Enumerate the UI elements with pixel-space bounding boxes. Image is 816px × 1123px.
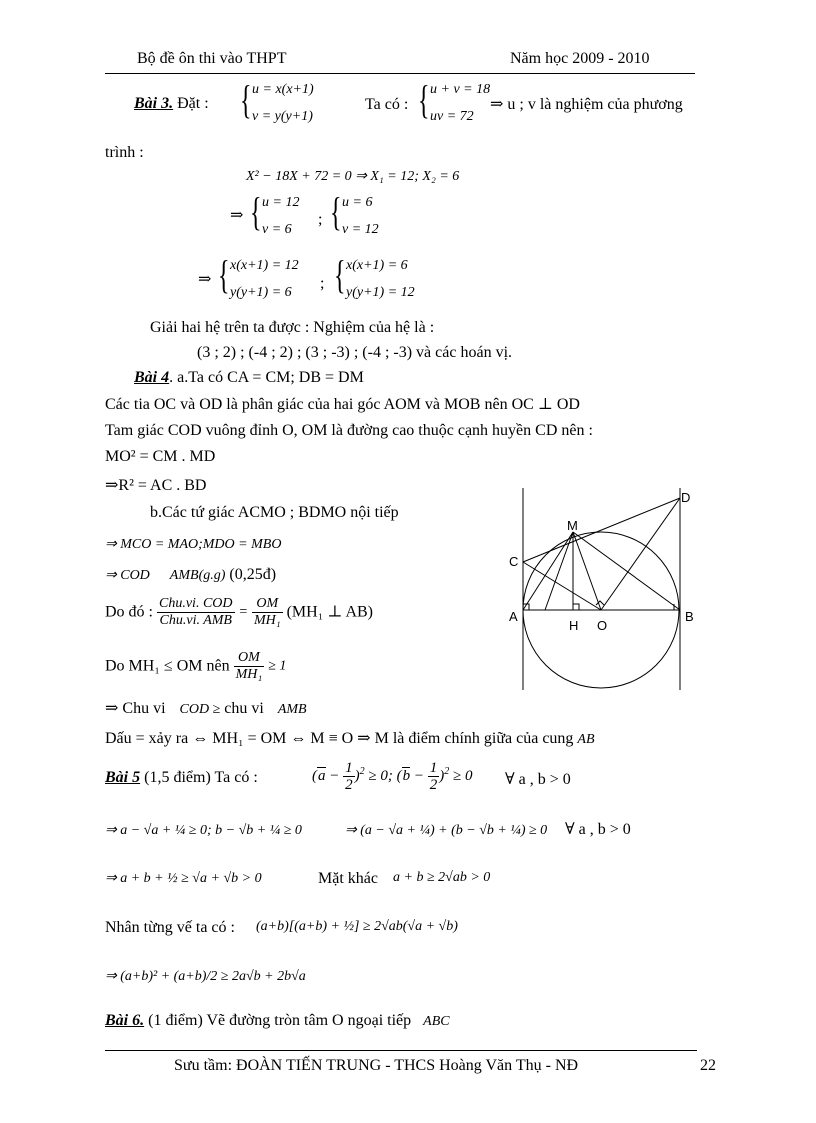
bai4-line11b: COD ≥: [179, 702, 221, 717]
frac-den: Chu.vi. AMB: [159, 613, 232, 628]
bai3-label: Bài 3.: [134, 95, 174, 112]
bai6-line: [105, 1011, 450, 1032]
bai4-line11: [105, 699, 307, 720]
frac-num: 1: [429, 760, 438, 776]
header-right: Năm học 2009 - 2010: [510, 50, 650, 67]
bai6-label: Bài 6.: [105, 1012, 145, 1029]
label-b: B: [685, 609, 694, 624]
frac-num: OM: [252, 596, 283, 613]
segment-mb: [573, 532, 680, 610]
bai3-heading: [134, 94, 209, 114]
bai4-line1-text: . a.Ta có CA = CM; DB = DM: [169, 369, 364, 386]
sys1-line1: u = x(x+1): [252, 82, 314, 97]
sys4b-line2: y(y+1) = 12: [346, 285, 415, 300]
label-c: C: [509, 554, 519, 569]
frac-num: OM: [234, 650, 265, 667]
brace: {: [240, 77, 252, 122]
brace: {: [218, 252, 230, 297]
bai5-label: Bài 5: [105, 769, 141, 786]
bai4-line12-text: Dấu = xảy ra ⇔ MH₁ = OM ⇔ M ≡ O ⇒ M là điểm chính giữa của cung: [105, 730, 574, 747]
semicolon: ;: [320, 275, 325, 292]
bai4-line2: Các tia OC và OD là phân giác của hai góc AOM và MOB nên OC ⊥ OD: [105, 396, 580, 413]
footer-text: Sưu tầm: ĐOÀN TIẾN TRUNG - THCS Hoàng Văn Thụ - NĐ: [174, 1057, 579, 1074]
header-rule: [105, 73, 695, 74]
frac-om-mh: [252, 596, 283, 629]
segment-ma: [523, 532, 573, 610]
bai5-ineq1-tail: ∀ a , b > 0: [505, 771, 571, 788]
bai3-taco: Ta có :: [365, 96, 409, 113]
bai4-line10a: Do MH₁ ≤ OM nên: [105, 657, 230, 675]
bai5-ineq2-tail: ∀ a , b > 0: [565, 821, 631, 838]
sys3b-line1: u = 6: [342, 195, 373, 210]
bai3-trinh: trình :: [105, 144, 144, 161]
bai5-ineq1: (a − $\frac{1}{2}$ )$^2$ ≥ 0; (b − $\frac{1}{2}$ )$^2$ ≥ 0: [312, 760, 473, 793]
bai3-equation: X² − 18X + 72 = 0 ⇒ X₁ = 12; X₂ = 6: [246, 169, 460, 184]
bai4-line11c: chu vi: [224, 700, 264, 717]
bai6-abc: ABC: [423, 1014, 450, 1029]
bai6-text: (1 điểm) Vẽ đường tròn tâm O ngoại tiếp: [148, 1012, 412, 1029]
bai4-line12: [105, 729, 595, 750]
bai4-line8b: AMB(g.g): [169, 568, 226, 583]
bai5-nhan: Nhân từng vế ta có :: [105, 919, 235, 936]
bai4-line3: Tam giác COD vuông đỉnh O, OM là đường cao thuộc cạnh huyền CD nên :: [105, 422, 593, 439]
sys1-line2: v = y(y+1): [252, 109, 313, 124]
bai4-mh-ab: (MH₁ ⊥ AB): [286, 603, 373, 621]
sys2-line1: u + v = 18: [430, 82, 491, 97]
bai4-line8: [105, 565, 276, 586]
bai5-ineq4: (a+b)[(a+b) + ½] ≥ 2√ab(√a + √b): [256, 919, 458, 934]
sys4a-line1: x(x+1) = 12: [230, 258, 299, 273]
segment-mo: [573, 532, 601, 610]
bai5-ineq5: ⇒ (a+b)² + (a+b)/2 ≥ 2a√b + 2b√a: [105, 969, 306, 984]
bai4-line11a: ⇒ Chu vi: [105, 700, 166, 717]
bai4-line11d: AMB: [277, 702, 307, 717]
label-d: D: [681, 490, 691, 505]
frac-num: Chu.vi. COD: [159, 596, 233, 611]
brace: {: [330, 189, 342, 234]
sys4a-line2: y(y+1) = 6: [230, 285, 292, 300]
sys3a-line1: u = 12: [262, 195, 300, 210]
frac-den: 2: [429, 777, 438, 793]
bai4-ratio: [105, 596, 373, 629]
semicolon: ;: [318, 211, 323, 228]
bai4-dodo: Do đó :: [105, 603, 153, 621]
bai4-line8c: (0,25đ): [229, 566, 277, 583]
label-a: A: [509, 609, 518, 624]
implies-symbol: ⇒: [230, 207, 244, 224]
frac-den: 2: [345, 777, 353, 793]
bai5-ineq3: ⇒ a + b + ½ ≥ √a + √b > 0: [105, 871, 262, 886]
right-angle-h: [573, 604, 579, 610]
frac-num: 1: [345, 760, 353, 776]
bai4-line8a: ⇒ COD: [105, 568, 150, 583]
label-h: H: [569, 618, 579, 633]
bai4-ge1: ≥ 1: [268, 658, 287, 674]
bai5-ineq2b: ⇒ (a − √a + ¼) + (b − √b + ¼) ≥ 0: [345, 823, 548, 838]
bai4-line5: ⇒R² = AC . BD: [105, 477, 207, 494]
bai3-tail: ⇒ u ; v là nghiệm của phương: [490, 96, 683, 113]
page-number: 22: [700, 1057, 716, 1074]
bai3-nghiem: (3 ; 2) ; (-4 ; 2) ; (3 ; -3) ; (-4 ; -3) và các hoán vị.: [197, 344, 513, 361]
sys4b-line1: x(x+1) = 6: [346, 258, 408, 273]
equals: =: [238, 604, 248, 620]
bai3-dat: Đặt :: [177, 95, 209, 112]
frac-den: MH₁: [253, 613, 281, 628]
sys2-line2: uv = 72: [430, 109, 474, 124]
brace: {: [334, 252, 346, 297]
bai4-label: Bài 4: [134, 369, 170, 386]
bai3-giai: Giải hai hệ trên ta được : Nghiệm của hệ là :: [150, 319, 435, 336]
bai4-line6: b.Các tứ giác ACMO ; BDMO nội tiếp: [150, 504, 399, 521]
sys3b-line2: v = 12: [342, 222, 379, 237]
bai4-line10: [105, 650, 286, 683]
segment-co: [523, 562, 601, 610]
bai5-line1: [105, 768, 258, 788]
geometry-figure: [505, 480, 705, 710]
bai5-ineq3b: a + b ≥ 2√ab > 0: [393, 870, 491, 885]
segment-do: [601, 498, 680, 610]
bai5-intro: (1,5 điểm) Ta có :: [144, 769, 258, 786]
bai4-line12-arc: AB: [577, 732, 595, 747]
right-angle-o: [596, 601, 604, 605]
sys3a-line2: v = 6: [262, 222, 292, 237]
brace: {: [250, 189, 262, 234]
bai5-ineq2a: ⇒ a − √a + ¼ ≥ 0; b − √b + ¼ ≥ 0: [105, 823, 302, 838]
sqrt: b: [402, 767, 411, 784]
bai4-line4: MO² = CM . MD: [105, 448, 216, 465]
brace: {: [418, 77, 430, 122]
implies-symbol: ⇒: [198, 271, 212, 288]
bai4-line1: [134, 368, 364, 388]
frac-om-mh-2: [234, 650, 265, 683]
label-o: O: [597, 618, 608, 633]
header-left: Bộ đề ôn thi vào THPT: [137, 50, 287, 67]
footer-rule: [105, 1050, 697, 1051]
bai5-matkhac: Mặt khác: [318, 870, 378, 887]
frac-den: MH₁: [235, 667, 263, 682]
sqrt: a: [318, 767, 326, 784]
frac-perimeter: [157, 596, 235, 629]
bai4-line7: ⇒ MCO = MAO;MDO = MBO: [105, 537, 282, 552]
label-m: M: [567, 518, 578, 533]
